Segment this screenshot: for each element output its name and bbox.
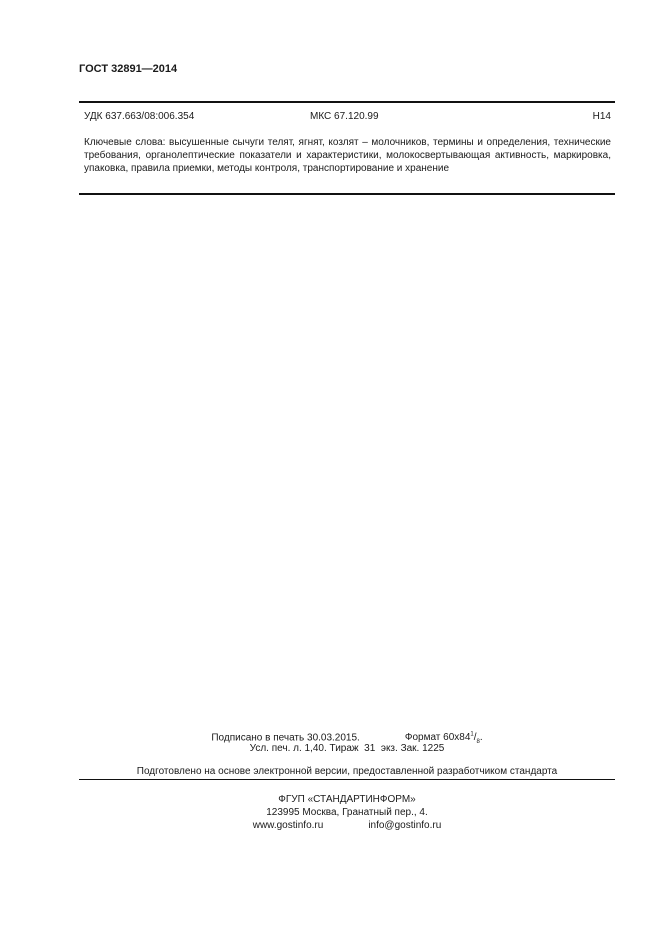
format-label: Формат 60x84 [404, 732, 471, 744]
udk-code: УДК 637.663/08:006.354 [84, 111, 195, 122]
format-num: 1 [470, 732, 474, 738]
format: Формат $60x84^1/_8$. [404, 732, 483, 746]
prepared-note: Подготовлено на основе электронной версии, предоставленной разработчиком стандарта [136, 766, 558, 777]
document-id: ГОСТ 32891—2014 [79, 63, 178, 75]
keywords-paragraph: Ключевые слова: высушенные сычуги телят, ягнят, козлят – молочников, термины и определения, технические требования, органолептические показатели и характеристики, молокосвертывающая активность, маркировка, упаковка, правила приемки, методы контроля, транспортирование и хранение [84, 137, 611, 174]
publisher-contacts [79, 819, 615, 832]
top-divider [79, 101, 615, 103]
format-den: 8 [476, 739, 480, 746]
imprint-line-2: Усл. печ. л. 1,40. Тираж 31 экз. Зак. 1225 [249, 743, 445, 754]
signed-date: Подписано в печать 30.03.2015. [211, 732, 360, 744]
group-code: Н14 [592, 111, 611, 122]
publisher-name: ФГУП «СТАНДАРТИНФОРМ» [278, 794, 416, 805]
classification-codes [84, 111, 611, 122]
keywords-divider [79, 193, 615, 195]
email-link[interactable]: info@gostinfo.ru [368, 820, 442, 831]
website-link[interactable]: www.gostinfo.ru [252, 820, 324, 831]
imprint-divider [79, 779, 615, 780]
mks-code: МКС 67.120.99 [310, 111, 379, 122]
publisher-address: 123995 Москва, Гранатный пер., 4. [266, 807, 428, 818]
